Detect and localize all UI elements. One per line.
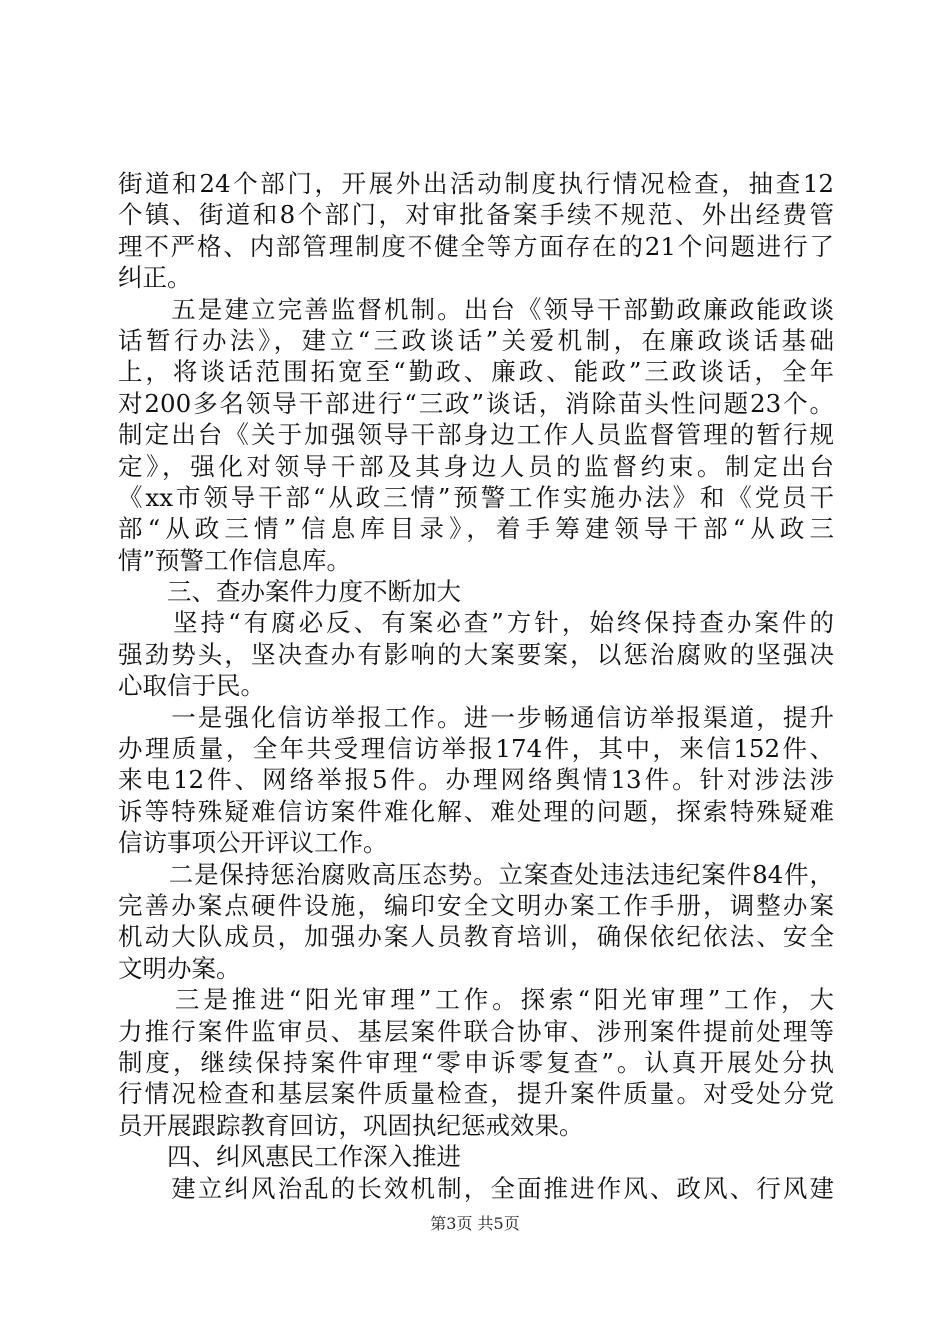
text-line: 《xx市领导干部“从政三情”预警工作实施办法》和《党员干 (118, 482, 834, 512)
text-line: 纠正。 (118, 263, 192, 293)
text-line: 三是推进“阳光审理”工作。探索“阳光审理”工作，大 (118, 985, 834, 1015)
text-line: 情”预警工作信息库。 (118, 545, 352, 575)
text-line: 制定出台《关于加强领导干部身边工作人员监督管理的暂行规 (118, 420, 834, 450)
text-line: 来电12件、网络举报5件。办理网络舆情13件。针对涉法涉 (118, 765, 834, 795)
text-line: 诉等特殊疑难信访案件难化解、难处理的问题，探索特殊疑难 (118, 796, 834, 826)
text-line: 对200多名领导干部进行“三政”谈话，消除苗头性问题23个。 (118, 388, 834, 418)
text-line: 定》，强化对领导干部及其身边人员的监督约束。制定出台 (118, 451, 834, 481)
text-line: 心取信于民。 (118, 671, 265, 701)
text-line: 完善办案点硬件设施，编印安全文明办案工作手册，调整办案 (118, 890, 834, 920)
text-line: 部“从政三情”信息库目录》，着手筹建领导干部“从政三 (118, 514, 834, 544)
text-line: 理不严格、内部管理制度不健全等方面存在的21个问题进行了 (118, 231, 834, 261)
text-line: 四、纠风惠民工作深入推进 (118, 1142, 461, 1172)
page-footer: 第3页 共5页 (430, 1214, 520, 1233)
text-line: 员开展跟踪教育回访，巩固执纪惩戒效果。 (118, 1110, 584, 1140)
text-line: 力推行案件监审员、基层案件联合协审、涉刑案件提前处理等 (118, 1016, 834, 1046)
text-line: 强劲势头，坚决查办有影响的大案要案，以惩治腐败的坚强决 (118, 639, 834, 669)
text-line: 一是强化信访举报工作。进一步畅通信访举报渠道，提升 (118, 702, 834, 732)
text-line: 建立纠风治乱的长效机制，全面推进作风、政风、行风建 (118, 1173, 834, 1203)
text-line: 机动大队成员，加强办案人员教育培训，确保依纪依法、安全 (118, 922, 834, 952)
text-line: 制度，继续保持案件审理“零申诉零复查”。认真开展处分执 (118, 1047, 834, 1077)
text-line: 坚持“有腐必反、有案必查”方针，始终保持查办案件的 (118, 608, 834, 638)
text-line: 二是保持惩治腐败高压态势。立案查处违法违纪案件84件， (118, 859, 834, 889)
text-line: 上，将谈话范围拓宽至“勤政、廉政、能政”三政谈话，全年 (118, 357, 834, 387)
text-line: 文明办案。 (118, 953, 241, 983)
text-line: 五是建立完善监督机制。出台《领导干部勤政廉政能政谈 (118, 294, 834, 324)
text-line: 办理质量，全年共受理信访举报174件，其中，来信152件、 (118, 734, 834, 764)
text-line: 信访事项公开评议工作。 (118, 828, 388, 858)
document-body (118, 168, 834, 1204)
text-line: 三、查办案件力度不断加大 (118, 577, 461, 607)
text-line: 行情况检查和基层案件质量检查，提升案件质量。对受处分党 (118, 1079, 834, 1109)
text-line: 话暂行办法》，建立“三政谈话”关爱机制，在廉政谈话基础 (118, 325, 834, 355)
text-line: 街道和24个部门，开展外出活动制度执行情况检查，抽查12 (118, 169, 834, 198)
text-line: 个镇、街道和8个部门，对审批备案手续不规范、外出经费管 (118, 200, 834, 230)
